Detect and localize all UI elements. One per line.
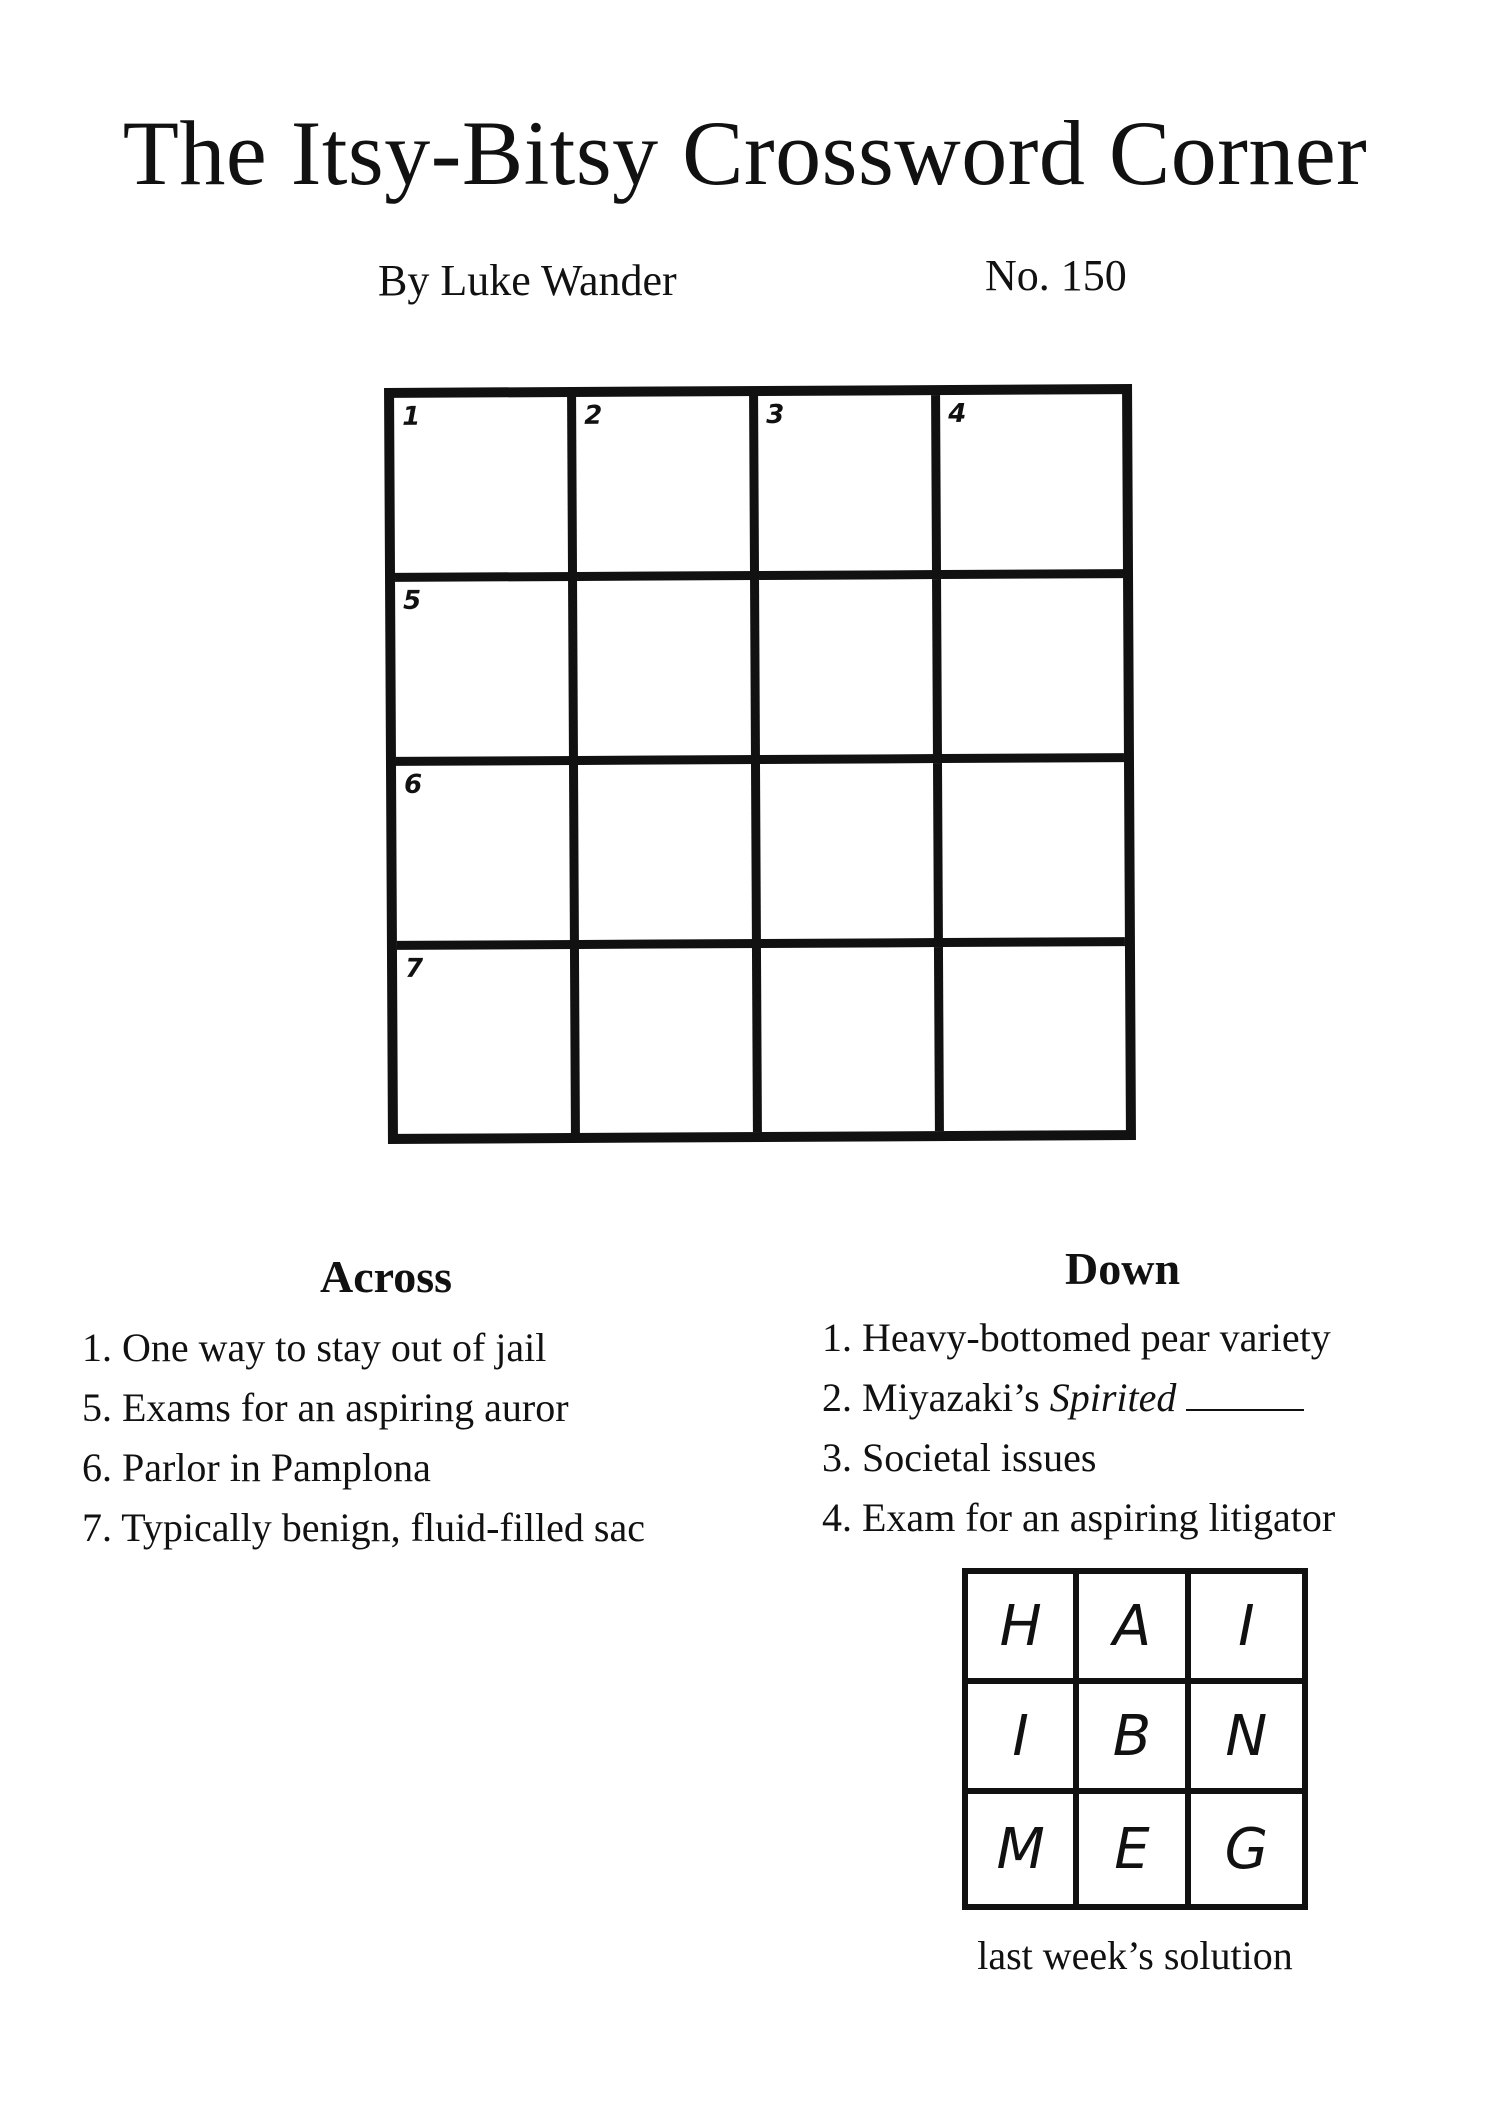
solution-cell: N: [1191, 1684, 1302, 1794]
grid-cell[interactable]: [396, 765, 579, 950]
clue-num: 2.: [822, 1375, 852, 1420]
clue-text: Typically benign, fluid-filled sac: [121, 1505, 645, 1550]
clue-item: [82, 1438, 645, 1498]
grid-cell[interactable]: [759, 579, 942, 764]
solution-cell: I: [1191, 1574, 1302, 1684]
byline: By Luke Wander: [378, 256, 677, 305]
solution-cell: B: [1079, 1684, 1190, 1794]
clue-item: [82, 1378, 645, 1438]
puzzle-title: The Itsy-Bitsy Crossword Corner: [122, 102, 1368, 204]
clue-number: 2: [584, 400, 603, 431]
clue-number: 5: [403, 585, 422, 616]
last-week-solution-grid: [962, 1568, 1308, 1910]
grid-cell[interactable]: [761, 947, 944, 1132]
clue-num: 4.: [822, 1495, 852, 1540]
clue-text: Miyazaki’s: [862, 1375, 1050, 1420]
grid-cell[interactable]: [578, 764, 761, 949]
solution-cell: E: [1079, 1794, 1190, 1904]
clue-number: 7: [404, 953, 424, 984]
clue-text: Parlor in Pamplona: [122, 1445, 431, 1490]
fill-in-blank: [1186, 1379, 1304, 1411]
grid-cell[interactable]: [760, 763, 943, 948]
grid-cell[interactable]: [940, 394, 1123, 579]
clue-text: Heavy-bottomed pear variety: [862, 1315, 1331, 1360]
solution-cell: M: [968, 1794, 1079, 1904]
solution-cell: A: [1079, 1574, 1190, 1684]
down-heading: Down: [1065, 1243, 1181, 1294]
clue-num: 3.: [822, 1435, 852, 1480]
issue-number: No. 150: [985, 251, 1127, 300]
clue-text: One way to stay out of jail: [122, 1325, 547, 1370]
clue-item: [822, 1428, 1335, 1488]
clue-item: [822, 1488, 1335, 1548]
solution-caption: last week’s solution: [977, 1933, 1293, 1978]
clue-num: 6.: [82, 1445, 112, 1490]
grid-cell[interactable]: [943, 946, 1126, 1131]
clue-number: 3: [766, 399, 785, 430]
clue-number: 4: [948, 398, 967, 430]
crossword-grid: [384, 384, 1136, 1144]
clue-text: Societal issues: [862, 1435, 1097, 1480]
solution-cell: G: [1224, 1816, 1269, 1882]
clue-text: Exam for an aspiring litigator: [862, 1495, 1336, 1540]
grid-cell[interactable]: [579, 948, 762, 1133]
clue-text: Exams for an aspiring auror: [122, 1385, 569, 1430]
grid-cell[interactable]: [758, 395, 941, 580]
grid-cell[interactable]: [577, 580, 760, 765]
clue-number: 6: [404, 769, 423, 800]
across-heading: Across: [320, 1251, 453, 1302]
clue-item: [82, 1498, 645, 1558]
clue-italic-text: Spirited: [1049, 1375, 1177, 1420]
clue-num: 5.: [82, 1385, 112, 1430]
clue-number: 1: [402, 401, 421, 432]
grid-cell[interactable]: [394, 397, 577, 582]
across-clue-list: [82, 1318, 645, 1558]
clue-item: [822, 1308, 1335, 1368]
grid-cell[interactable]: [395, 581, 578, 766]
grid-cell[interactable]: [942, 762, 1125, 947]
clue-num: 1.: [822, 1315, 852, 1360]
solution-cell: I: [968, 1684, 1079, 1794]
down-clue-list: [822, 1308, 1335, 1548]
grid-cell[interactable]: [941, 578, 1124, 763]
solution-cell: H: [968, 1574, 1079, 1684]
grid-cell[interactable]: [576, 396, 759, 581]
clue-item: [822, 1368, 1335, 1428]
grid-cell[interactable]: [397, 949, 580, 1134]
clue-num: 7.: [82, 1505, 112, 1550]
clue-num: 1.: [82, 1325, 112, 1370]
clue-item: [82, 1318, 645, 1378]
